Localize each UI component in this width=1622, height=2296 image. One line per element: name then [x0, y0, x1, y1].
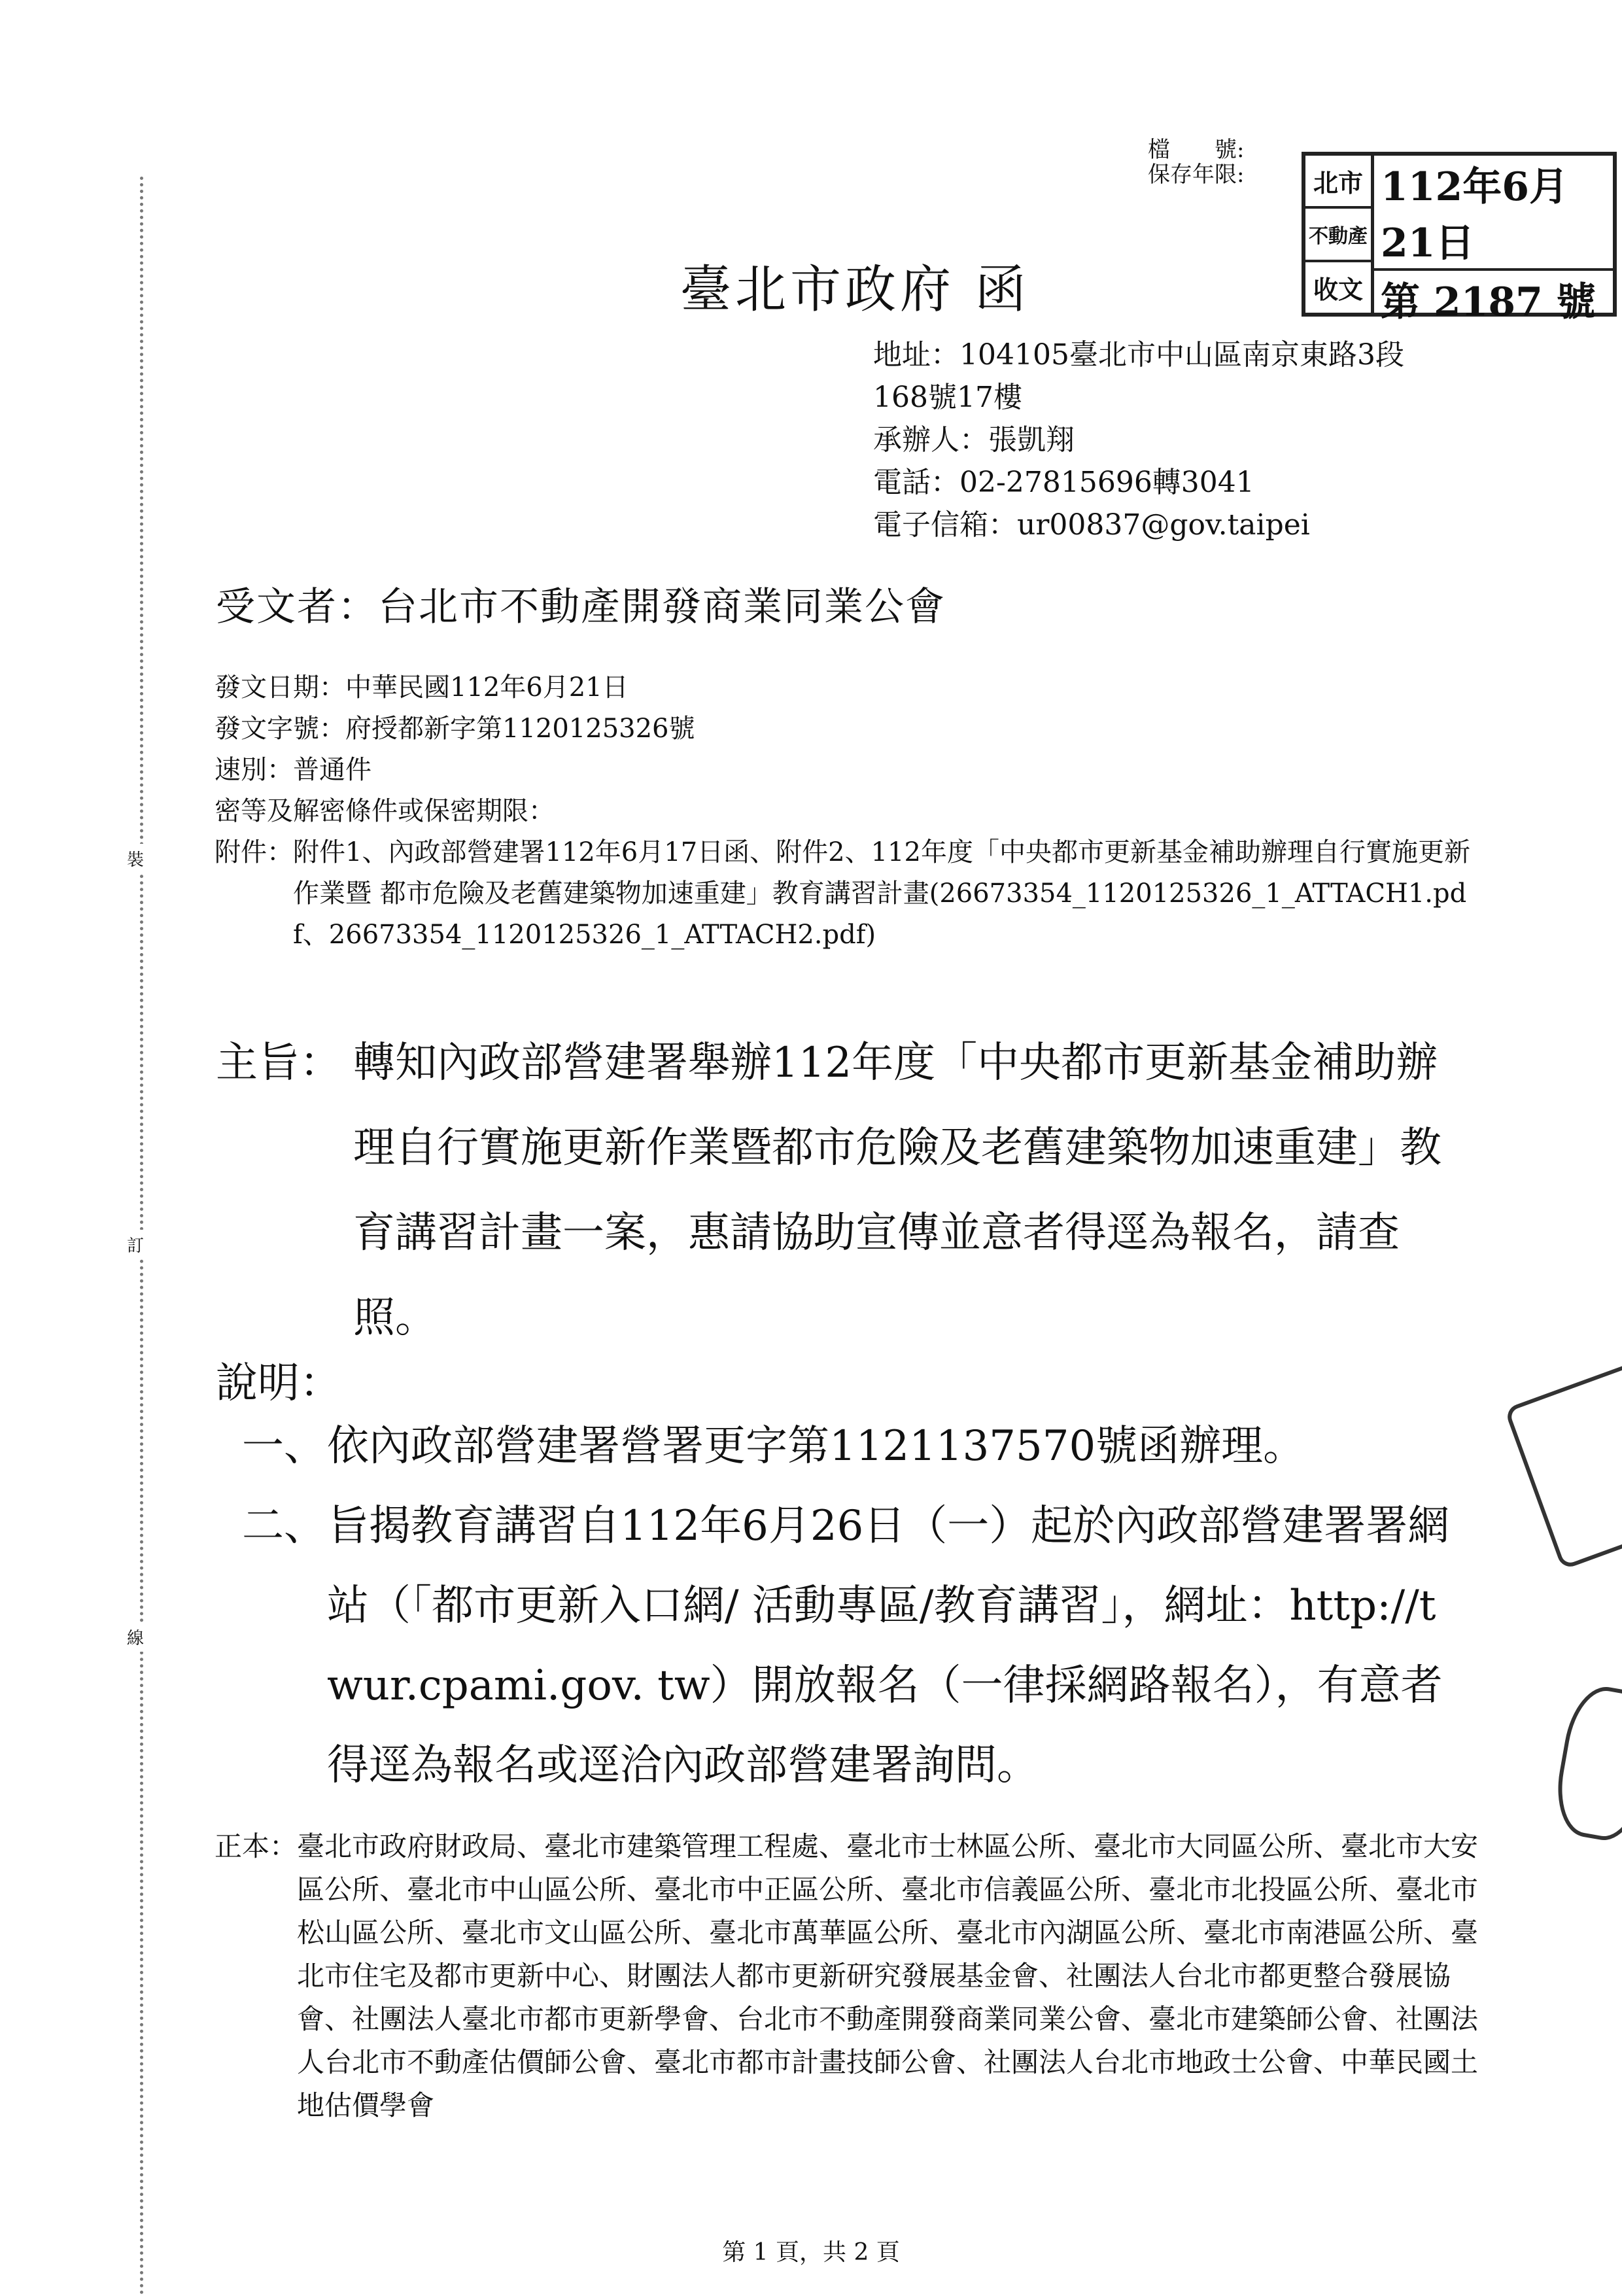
binding-mark-ding: 訂 [127, 1230, 144, 1259]
secrecy: 密等及解密條件或保密期限： [215, 796, 555, 826]
stamp-number: 第 2187 號 [1381, 279, 1596, 325]
item-number: 二、 [242, 1502, 326, 1550]
official-seal-partial [1504, 1362, 1622, 1571]
item-text: 依內政部營建署營署更字第1121137570號函辦理。 [327, 1422, 1305, 1470]
stamp-cell-city: 北市 [1305, 156, 1371, 209]
issuance-meta [215, 667, 1490, 956]
issue-ref: 發文字號：府授都新字第1120125326號 [215, 714, 695, 744]
attachment-text: 附件1、內政部營建署112年6月17日函、附件2、112年度「中央都市更新基金補助辦理自行實施更新作業暨 都市危險及老舊建築物加速重建」教育講習計畫(26673354_1120125326_1_ATTACH1.pdf、26673354_1120125326_1_ATTACH2.pdf) [293, 837, 1470, 950]
phone: 電話：02-27815696轉3041 [873, 466, 1254, 499]
stamp-value-column [1374, 156, 1613, 325]
file-meta [1148, 137, 1244, 187]
retention-label: 保存年限: [1148, 162, 1245, 188]
subject-label: 主旨： [216, 1039, 341, 1087]
cc-label: 正本： [215, 1830, 298, 1862]
binding-mark-zhuang: 裝 [127, 844, 144, 873]
issue-date: 發文日期：中華民國112年6月21日 [215, 672, 629, 703]
page-footer: 第 1 頁，共 2 頁 [722, 2239, 900, 2266]
stamp-cell-receive: 收文 [1313, 274, 1363, 304]
receipt-stamp [1302, 152, 1617, 325]
distribution-list [215, 1825, 1490, 2127]
item-number: 一、 [242, 1422, 326, 1470]
stamp-cell-realestate: 不動產 [1305, 209, 1371, 262]
document-title: 臺北市政府 函 [680, 260, 1030, 319]
email: 電子信箱：ur00837@gov.taipei [873, 508, 1310, 542]
address-line-1: 地址：104105臺北市中山區南京東路3段 [873, 338, 1404, 372]
stamp-label-column [1305, 156, 1374, 313]
attachment-label: 附件： [215, 837, 293, 867]
sender-info [873, 334, 1404, 546]
speed: 速別：普通件 [215, 755, 371, 785]
attachment-row [215, 832, 1490, 956]
file-no-label: 檔 號: [1148, 137, 1245, 163]
description-label: 說明： [216, 1359, 341, 1408]
binding-mark-xian: 線 [127, 1622, 144, 1652]
cc-text: 臺北市政府財政局、臺北市建築管理工程處、臺北市士林區公所、臺北市大同區公所、臺北市大安區公所、臺北市中山區公所、臺北市中正區公所、臺北市信義區公所、臺北市北投區公所、臺北市松山區公所、臺北市文山區公所、臺北市萬華區公所、臺北市內湖區公所、臺北市南港區公所、臺北市住宅及都市更新中心、財團法人都市更新研究發展基金會、社團法人台北市都更整合發展協會、社團法人臺北市都市更新學會、台北市不動產開發商業同業公會、臺北市建築師公會、社團法人台北市不動產估價師公會、臺北市都市計畫技師公會、社團法人台北市地政士公會、中華民國土地估價學會 [297, 1830, 1479, 2121]
officer: 承辦人：張凱翔 [873, 423, 1075, 457]
recipient: 受文者：台北市不動產開發商業同業公會 [216, 584, 946, 630]
seal-fragment [1549, 1681, 1622, 1845]
subject-text: 轉知內政部營建署舉辦112年度「中央都市更新基金補助辦理自行實施更新作業暨都市危險及老舊建築物加速重建」教育講習計畫一案，惠請協助宣傳並意者得逕為報名，請查照。 [353, 1039, 1441, 1342]
address-line-2: 168號17樓 [873, 381, 1022, 414]
stamp-date: 112年6月21日 [1374, 156, 1613, 271]
item-text: 旨揭教育講習自112年6月26日（一）起於內政部營建署署網站（「都市更新入口網/ 活動專區/教育講習」，網址：http://twur.cpami.gov. tw）開放報名（一律採網路報名），有意者得逕為報名或逕洽內政部營建署詢問。 [327, 1502, 1450, 1790]
